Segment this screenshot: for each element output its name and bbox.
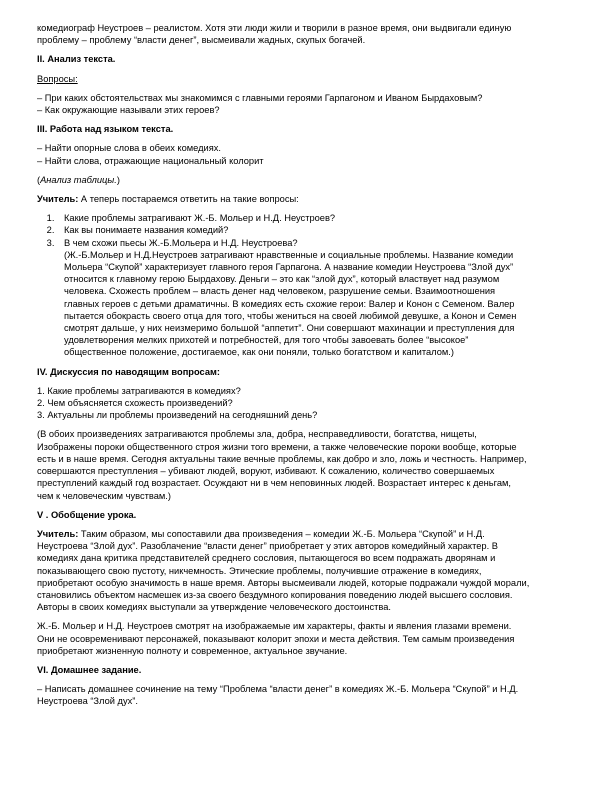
table-analysis-label: Анализ таблицы. <box>40 174 117 185</box>
teacher-label: Учитель: <box>37 528 79 539</box>
section-6-heading: VI. Домашнее задание. <box>37 664 142 675</box>
question-1: – При каких обстоятельствах мы знакомимся с главными героями Гарпагоном и Иваном Бырдаховым? <box>37 92 483 103</box>
discussion-questions: 1. Какие проблемы затрагиваются в комедиях? 2. Чем объясняется схожесть произведений? 3. Актуальны ли проблемы произведений на сегодняшний день? <box>37 385 318 421</box>
teacher-question-intro: Учитель: А теперь постараемся ответить на такие вопросы: <box>37 194 299 205</box>
table-analysis-note: (Анализ таблицы.) <box>37 174 120 185</box>
questions-label: Вопросы: <box>37 73 78 84</box>
teacher-label: Учитель: <box>37 194 79 205</box>
section-5-heading: V . Обобщение урока. <box>37 509 137 520</box>
section-2-heading: II. Анализ текста. <box>37 54 116 65</box>
section-2-questions <box>37 92 582 116</box>
task-1: – Найти опорные слова в обеих комедиях. <box>37 143 222 154</box>
homework-text: – Написать домашнее сочинение на тему “Проблема “власти денег” в комедиях Ж.-Б. Мольера “Скупой” и Н.Д. Неустроева “Злой дух”. <box>37 684 519 707</box>
teacher-answer: (Ж.-Б.Мольер и Н.Д.Неустроев затрагивают нравственные и социальные проблемы. Название комедии Мольера “Скупой” характеризует главного героя Гарпагона. А название комедии Неустроева “Злой дух” относится к главному герою Бырдахову. Деньги – это как “злой дух”, который властвует над разумом человека. Схожесть проблем – власть денег над человеком, разрушение семьи. Взаимоотношения главных героев с детьми драматичны. В комедиях есть схожие герои: Валер и Конон с Семеном. Валер пытается обокрасть своего отца для того, чтобы жениться на своей любимой девушке, а Конон и Семен смотрят дальше, у них неизмеримо большой “аппетит”. Они совершают махинации и преступления для удовлетворения мелких прихотей и потребностей, для того чтобы завоевать более “высокое” общественное положение, достигаемое, как они поняли, только богатством и капиталом.) <box>64 249 517 358</box>
section-4-heading: IV. Дискуссия по наводящим вопросам: <box>37 366 220 377</box>
discussion-paragraph: (В обоих произведениях затрагиваются проблемы зла, добра, несправедливости, богатства, нищеты, Изображены пороки общественного строя жизни того времени, а также человеческие пороки вообще, которые есть и в наше время. Сегодня актуальны такие вечные проблемы, как добро и зло, ложь и честность. Например, совершаются преступления – убивают людей, воруют, избивают. К сожалению, количество совершаемых преступлений каждый год возрастает. Осуждают ни в чем неповинных людей. Возрастает интерес к деньгам, чем к человеческим чувствам.) <box>37 429 527 501</box>
section-3-tasks <box>37 142 582 166</box>
task-2: – Найти слова, отражающие национальный колорит <box>37 155 264 166</box>
list-item: 1. Какие проблемы затрагивают Ж.-Б. Мольер и Н.Д. Неустроев? <box>57 212 582 224</box>
list-item: 2. Как вы понимаете названия комедий? <box>57 224 582 236</box>
document-page <box>37 22 582 708</box>
summary-paragraph-2: Ж.-Б. Мольер и Н.Д. Неустроев смотрят на изображаемые им характеры, факты и явления глазами времени. Они не осовременивают персонажей, показывают колорит эпохи и места действия. Тем самым произведения приобретают жизненную полноту и современное, актуальное звучание. <box>37 621 515 656</box>
intro-paragraph <box>37 22 582 46</box>
teacher-question-list <box>37 212 582 358</box>
intro-line-1: комедиограф Неустроев – реалистом. Хотя эти люди жили и творили в разное время, они выдвигали единую <box>37 23 512 33</box>
question-2: – Как окружающие называли этих героев? <box>37 105 220 116</box>
section-3-heading: III. Работа над языком текста. <box>37 124 174 135</box>
intro-line-2: проблему – проблему “власти денег”, высмеивали жадных, скупых богачей. <box>37 35 366 46</box>
list-item: 3. В чем схожи пьесы Ж.-Б.Мольера и Н.Д. Неустроева? (Ж.-Б.Мольер и Н.Д.Неустроев затрагивают нравственные и социальные проблемы. Название комедии Мольера “Скупой” характеризует главного героя Гарпагона. А название комедии Неустроева “Злой дух” относится к главному герою Бырдахову. Деньги – это как “злой дух”, который властвует над разумом человека. Схожесть проблем – власть денег над человеком, разрушение семьи. Взаимоотношения главных героев с детьми драматичны. В комедиях есть схожие герои: Валер и Конон с Семеном. Валер пытается обокрасть своего отца для того, чтобы жениться на своей любимой девушке, а Конон и Семен смотрят дальше, у них неизмеримо большой “аппетит”. Они совершают махинации и преступления для удовлетворения мелких прихотей и потребностей, для того чтобы завоевать более “высокое” общественное положение, достигаемое, как они поняли, только богатством и капиталом.) <box>57 237 582 359</box>
summary-paragraph-1: Учитель: Таким образом, мы сопоставили два произведения – комедии Ж.-Б. Мольера “Скупой” и Н.Д. Неустроева “Злой дух”. Разоблачение “власти денег” приобретает у этих авторов комедийный характер. В комедиях дана критика представителей среднего сословия, пытающегося во всем подражать дворянам и показывающего свою пустоту, никчемность. Этические проблемы, получившие отражение в комедиях, приобретают особую значимость в наше время. Авторы высмеивали людей, которые подражали чуждой морали, становились объектом насмешек из-за своего бездумного копирования поведению людей высшего сословия. Авторы в своих комедиях выступали за утверждение человеческого достоинства. <box>37 528 530 613</box>
